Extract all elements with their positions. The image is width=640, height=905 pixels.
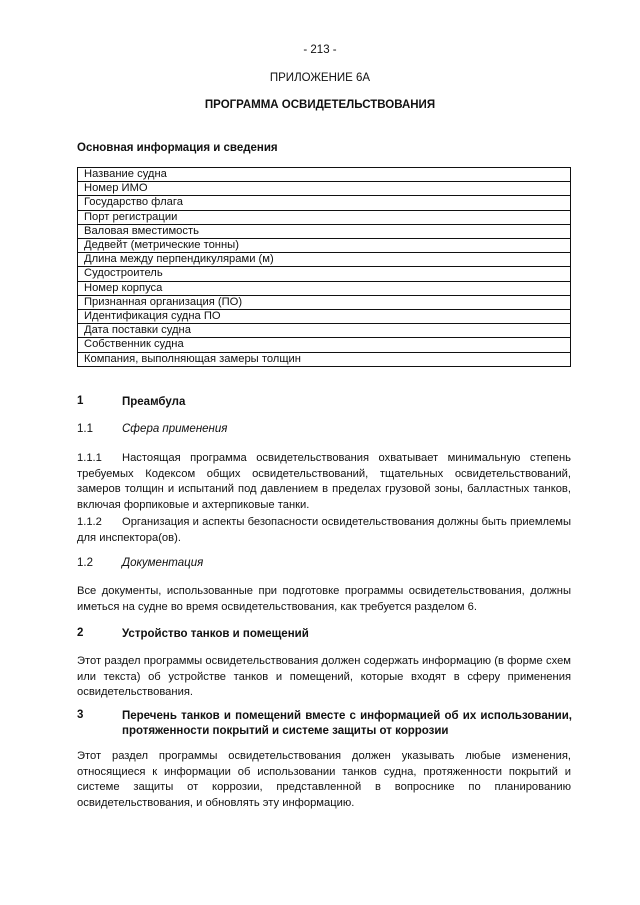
- paragraph-1-1-2-number: 1.1.2: [77, 516, 102, 528]
- table-row: [78, 168, 571, 182]
- table-row: [78, 295, 571, 309]
- table-row: [78, 253, 571, 267]
- table-cell: Номер корпуса: [78, 281, 571, 295]
- paragraph-1-2: Все документы, использованные при подготовке программы освидетельствования, должны иметься на судне во время освидетельствования, как требуется разделом 6.: [77, 585, 571, 613]
- table-row: [78, 324, 571, 338]
- table-row: [78, 352, 571, 366]
- section-2-title: Устройство танков и помещений: [122, 628, 309, 640]
- section-3-title: Перечень танков и помещений вместе с информацией об их использовании, протяженности покрытий и системе защиты от коррозии: [122, 710, 572, 737]
- table-cell: Дедвейт (метрические тонны): [78, 239, 571, 253]
- paragraph-1-1-1-text: Настоящая программа освидетельствования охватывает минимальную степень требуемых Кодексом общих освидетельствований, тщательных освидетельствований, замеров толщин и испытаний под давлением в пределах грузовой зоны, балластных танков, включая форпиковые и ахтерпиковые танки.: [77, 452, 571, 511]
- section-1-2-number: 1.2: [77, 557, 93, 569]
- paragraph-1-1-1-number: 1.1.1: [77, 452, 102, 464]
- appendix-label: ПРИЛОЖЕНИЕ 6А: [269, 72, 371, 84]
- table-cell: Идентификация судна ПО: [78, 310, 571, 324]
- table-cell: Признанная организация (ПО): [78, 295, 571, 309]
- table-row: [78, 224, 571, 238]
- paragraph-2: Этот раздел программы освидетельствования должен содержать информацию (в форме схем или текста) об устройстве танков и помещений, которые входят в сферу применения освидетельствования.: [77, 655, 571, 699]
- table-cell: Номер ИМО: [78, 182, 571, 196]
- section-1-2-title: Документация: [122, 557, 204, 569]
- table-row: [78, 267, 571, 281]
- table-cell: Компания, выполняющая замеры толщин: [78, 352, 571, 366]
- section-3-number: 3: [77, 709, 84, 721]
- table-row: [78, 338, 571, 352]
- table-row: [78, 210, 571, 224]
- table-cell: Государство флага: [78, 196, 571, 210]
- table-row: [78, 281, 571, 295]
- paragraph-1-1-2: [77, 515, 571, 546]
- table-cell: Название судна: [78, 168, 571, 182]
- section-2-number: 2: [77, 627, 84, 639]
- section-1-title: Преамбула: [122, 396, 186, 408]
- table-cell: Порт регистрации: [78, 210, 571, 224]
- ship-info-table: [77, 167, 571, 367]
- section-1-1-number: 1.1: [77, 423, 93, 435]
- paragraph-3: Этот раздел программы освидетельствования должен указывать любые изменения, относящиеся к информации об использовании танков судна, протяженности покрытий и системе защиты от коррозии, представленной в вопроснике по планированию освидетельствования, и обновлять эту информацию.: [77, 750, 571, 809]
- ship-info-table-body: [78, 168, 571, 367]
- table-row: [78, 239, 571, 253]
- table-cell: Дата поставки судна: [78, 324, 571, 338]
- table-cell: Длина между перпендикулярами (м): [78, 253, 571, 267]
- table-cell: Валовая вместимость: [78, 224, 571, 238]
- table-cell: Судостроитель: [78, 267, 571, 281]
- section-1-1-title: Сфера применения: [122, 423, 228, 435]
- table-row: [78, 182, 571, 196]
- info-heading: Основная информация и сведения: [77, 142, 278, 154]
- paragraph-1-1-1: [77, 451, 571, 513]
- paragraph-1-1-2-text: Организация и аспекты безопасности освидетельствования должны быть приемлемы для инспектора(ов).: [77, 516, 571, 544]
- document-title: ПРОГРАММА ОСВИДЕТЕЛЬСТВОВАНИЯ: [204, 99, 436, 111]
- table-cell: Собственник судна: [78, 338, 571, 352]
- section-1-number: 1: [77, 395, 84, 407]
- table-row: [78, 310, 571, 324]
- page-number: - 213 -: [303, 44, 337, 56]
- table-row: [78, 196, 571, 210]
